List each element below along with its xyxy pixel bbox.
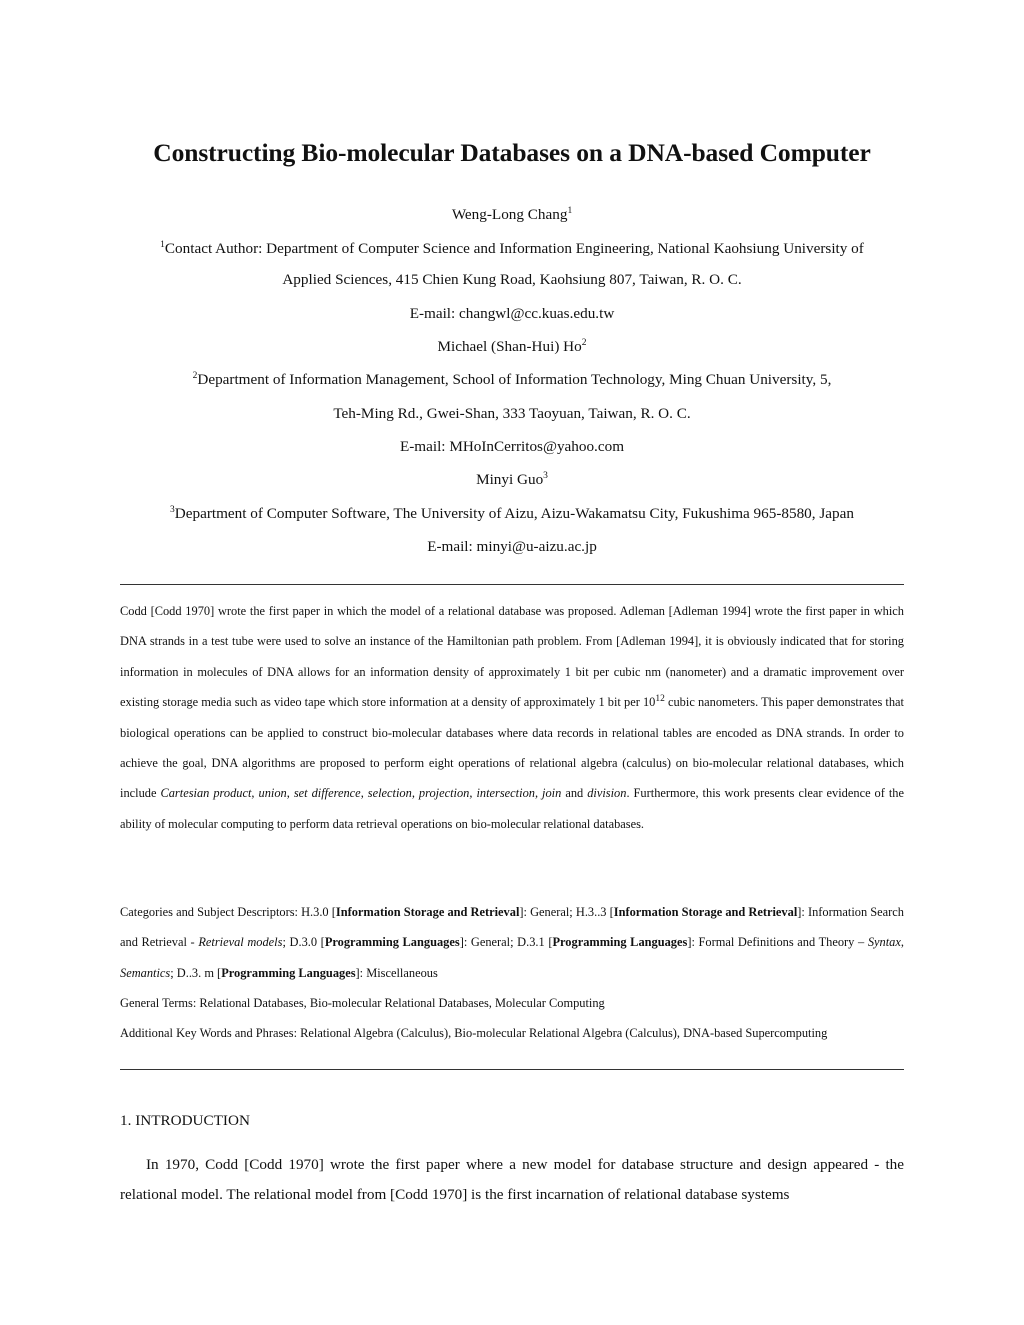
author-1-mark: 1 xyxy=(567,205,573,216)
general-terms: General Terms: Relational Databases, Bio-molecular Relational Databases, Molecular Computing xyxy=(120,996,605,1010)
author-1-email: E-mail: changwl@cc.kuas.edu.tw xyxy=(409,305,615,322)
author-3-mark: 3 xyxy=(543,470,548,481)
intro-paragraph: In 1970, Codd [Codd 1970] wrote the first paper where a new model for database structure and design appeared - the relational model. The relational model from [Codd 1970] is the first incarnation of relational database systems xyxy=(120,1156,904,1204)
top-divider xyxy=(120,584,904,585)
author-3-affiliation: $^3$Department of Computer Software, The University of Aizu, Aizu-Wakamatsu City, Fukushima 965-8580, Japan xyxy=(170,504,854,522)
categories: Categories and Subject Descriptors: H.3.0 [Information Storage and Retrieval]: General; H.3..3 [Information Storage and Retrieval]: Information Search and Retrieval - Retrieval models; D.3.0 [Programming Languages]: General; D.3.1 [Programming Languages]: Formal Definitions and Theory – Syntax, Semantics; D..3. m [Programming Languages]: Miscellaneous xyxy=(120,905,904,980)
section-heading: 1. INTRODUCTION xyxy=(120,1112,250,1129)
author-3-affiliation-mark: 3 xyxy=(170,504,175,515)
abstract-exponent: 12 xyxy=(655,694,665,705)
author-2-email: E-mail: MHoInCerritos@yahoo.com xyxy=(399,438,625,455)
abstract: Codd [Codd 1970] wrote the first paper in which the model of a relational database was proposed. Adleman [Adleman 1994] wrote the first paper in which DNA strands in a test tube were used to solve an instance of the Hamiltonian path problem. From [Adleman 1994], it is obviously indicated that for storing information in molecules of DNA allows for an information density of approximately 1 bit per cubic nm (nanometer) and a dramatic improvement over existing storage media such as video tape which store information at a density of approximately 1 bit per $10^{12}$ cubic nanometers. This paper demonstrates that biological operations can be applied to construct bio-molecular databases where data records in relational tables are encoded as DNA strands. In order to achieve the goal, DNA algorithms are proposed to perform eight operations of relational algebra (calculus) on bio-molecular relational databases, which include Cartesian product, union, set difference, selection, projection, intersection, join and division. Furthermore, this work presents clear evidence of the ability of molecular computing to perform data retrieval operations on bio-molecular relational databases. xyxy=(120,604,905,831)
op-cartesian-product: Cartesian product xyxy=(160,786,252,801)
author-2-affiliation-line2: Teh-Ming Rd., Gwei-Shan, 333 Taoyuan, Taiwan, R. O. C. xyxy=(333,405,691,422)
author-3-email: E-mail: minyi@u-aizu.ac.jp xyxy=(427,538,597,555)
author-2 xyxy=(0,338,1024,356)
bottom-divider xyxy=(120,1069,904,1070)
op-set-difference: set difference xyxy=(293,786,361,801)
author-1-affiliation-line2: Applied Sciences, 415 Chien Kung Road, Kaohsiung 807, Taiwan, R. O. C. xyxy=(282,271,742,288)
author-1 xyxy=(0,206,1024,224)
paper-title: Constructing Bio-molecular Databases on a DNA-based Computer xyxy=(153,138,871,167)
op-selection-projection-intersection-join: selection, projection, intersection, join xyxy=(367,786,562,801)
author-1-affiliation-mark: 1 xyxy=(160,239,165,250)
author-2-mark: 2 xyxy=(581,337,587,348)
author-3-name: Minyi Guo xyxy=(476,471,544,488)
author-1-affiliation: $^1$Contact Author: Department of Computer Science and Information Engineering, National Kaohsiung University of xyxy=(160,239,864,257)
author-2-name: Michael (Shan-Hui) Ho xyxy=(437,338,582,355)
op-union: union xyxy=(258,786,287,801)
author-3 xyxy=(0,471,1024,489)
author-2-affiliation-mark: 2 xyxy=(192,370,198,381)
author-1-name: Weng-Long Chang xyxy=(451,206,568,223)
author-2-affiliation: $^2$Department of Information Management, School of Information Technology, Ming Chuan University, 5, xyxy=(192,370,832,388)
keywords: Additional Key Words and Phrases: Relational Algebra (Calculus), Bio-molecular Relational Algebra (Calculus), DNA-based Supercomputing xyxy=(120,1026,828,1040)
op-division: division xyxy=(587,786,627,801)
